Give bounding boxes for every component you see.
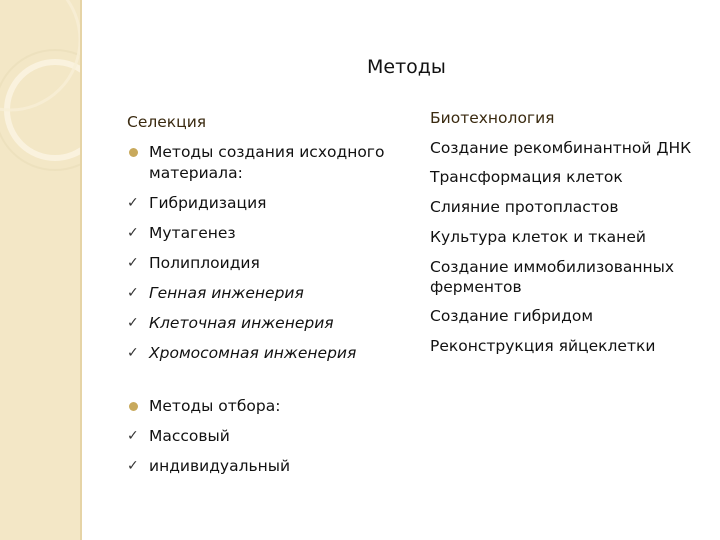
left-heading: Селекция [127,113,207,131]
list-item [127,308,407,338]
list-item [127,338,407,368]
spacer [127,368,407,391]
creation-methods-list [127,188,407,368]
right-heading: Биотехнология [430,109,555,127]
list-item [127,188,407,218]
list-item-label: Гибридизация [149,194,267,212]
selection-methods-item [127,391,407,421]
checkmark-icon: ✓ [127,458,139,474]
right-column [430,103,715,361]
list-item: Создание иммобилизованных ферментов [430,258,675,296]
checkmark-icon: ✓ [127,345,139,361]
list-item-label: Генная инженерия [149,284,304,302]
list-item: Создание рекомбинантной ДНК [430,139,692,157]
list-item-label: Полиплоидия [149,254,260,272]
list-item-label: индивидуальный [149,457,291,475]
checkmark-icon: ✓ [127,195,139,211]
circle-bullet-icon [129,402,138,411]
list-item: Трансформация клеток [430,168,623,186]
circle-bullet-icon [129,148,138,157]
list-item-label: Клеточная инженерия [149,314,334,332]
decorative-circles [0,0,80,540]
checkmark-icon: ✓ [127,428,139,444]
list-item-label: Массовый [149,427,230,445]
creation-methods-label: Методы создания исходного материала: [149,143,385,182]
decorative-sidebar [0,0,82,540]
list-item [127,278,407,308]
slide-title: Методы [367,56,446,78]
list-item [127,421,407,451]
list-item-label: Хромосомная инженерия [149,344,357,362]
left-column [127,107,407,481]
list-item [127,248,407,278]
checkmark-icon: ✓ [127,255,139,271]
checkmark-icon: ✓ [127,285,139,301]
list-item: Культура клеток и тканей [430,228,646,246]
list-item: Слияние протопластов [430,198,619,216]
list-item: Реконструкция яйцеклетки [430,337,656,355]
checkmark-icon: ✓ [127,315,139,331]
list-item-label: Мутагенез [149,224,236,242]
creation-methods-item [127,137,407,188]
list-item [127,451,407,481]
list-item: Создание гибридом [430,307,594,325]
selection-methods-label: Методы отбора: [149,397,281,415]
list-item [127,218,407,248]
checkmark-icon: ✓ [127,225,139,241]
